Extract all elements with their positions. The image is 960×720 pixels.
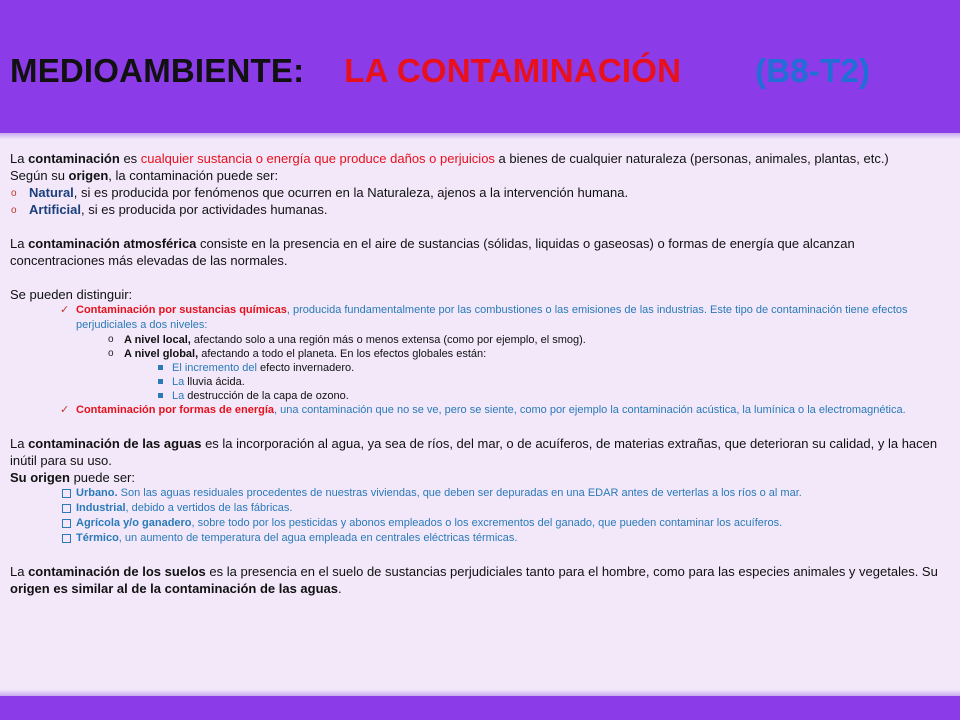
list-item-quimicas: ✓ Contaminación por sustancias químicas, producida fundamentalmente por las combustiones o las emisiones de las industrias. Este tipo de contaminación tiene efectos perjudiciales a dos niveles:: [60, 304, 908, 331]
list-item-agricola: Agrícola y/o ganadero, sobre todo por los pesticidas y abonos empleados o los excrementos del ganado, que pueden contaminar los acuíferos.: [10, 516, 945, 531]
footer-bar: [0, 696, 960, 720]
origin-paragraph: Según su origen, la contaminación puede ser:: [10, 168, 279, 183]
square-bullet-icon: [158, 365, 163, 370]
title-part-code: (B8-T2): [755, 52, 871, 89]
list-item-lluvia: La lluvia ácida.: [10, 375, 945, 389]
list-item-artificial: o Artificial, si es producida por actividades humanas.: [10, 201, 945, 218]
intro-paragraph: La contaminación es cualquier sustancia o energía que produce daños o perjuicios a bienes de cualquier naturaleza (personas, animales, plantas, etc.): [10, 151, 889, 166]
suelos-paragraph: La contaminación de los suelos es la presencia en el suelo de sustancias perjudiciales tanto para el hombre, como para las especies animales y vegetales. Su origen es similar al de la contaminación de las aguas.: [10, 564, 938, 596]
list-item-urbano: Urbano. Son las aguas residuales procedentes de nuestras viviendas, que deben ser depuradas en una EDAR antes de verterlas a los ríos o al mar.: [10, 486, 945, 501]
box-bullet-icon: [62, 519, 71, 528]
list-item-industrial: Industrial, debido a vertidos de las fábricas.: [10, 501, 945, 516]
square-bullet-icon: [158, 379, 163, 384]
list-item-invernadero: El incremento del efecto invernadero.: [10, 361, 945, 375]
list-item-energia: ✓ Contaminación por formas de energía, una contaminación que no se ve, pero se siente, como por ejemplo la contaminación acústica, la lumínica o la electromagnética.: [60, 404, 906, 416]
list-item-global: o A nivel global, afectando a todo el planeta. En los efectos globales están:: [108, 348, 487, 360]
box-bullet-icon: [62, 534, 71, 543]
title-part-medioambiente: MEDIOAMBIENTE:: [10, 52, 305, 89]
box-bullet-icon: [62, 504, 71, 513]
box-bullet-icon: [62, 489, 71, 498]
list-item-ozono: La destrucción de la capa de ozono.: [10, 389, 945, 403]
circle-bullet-icon: o: [108, 348, 114, 359]
aguas-origin: Su origen puede ser:: [10, 470, 135, 485]
list-item-termico: Térmico, un aumento de temperatura del agua empleada en centrales eléctricas térmicas.: [10, 531, 945, 546]
page-title: [10, 52, 870, 90]
check-icon: ✓: [60, 304, 70, 316]
list-item-natural: o Natural, si es producida por fenómenos que ocurren en la Naturaleza, ajenos a la intervención humana.: [10, 184, 945, 201]
title-part-contaminacion: LA CONTAMINACIÓN: [344, 52, 682, 89]
circle-bullet-icon: o: [108, 334, 114, 345]
check-icon: ✓: [60, 404, 70, 416]
distinguish-intro: Se pueden distinguir:: [10, 287, 133, 302]
header-divider: [0, 133, 960, 139]
square-bullet-icon: [158, 393, 163, 398]
atmos-paragraph: La contaminación atmosférica consiste en la presencia en el aire de sustancias (sólidas, liquidas o gaseosas) o formas de energía que alcanzan concentraciones más elevadas de las normales.: [10, 236, 855, 268]
slide-body: [10, 150, 945, 597]
title-bar: [0, 0, 960, 133]
aguas-paragraph: La contaminación de las aguas es la incorporación al agua, ya sea de ríos, del mar, o de acuíferos, de materias extrañas, que deterioran su calidad, y la hacen inútil para su uso.: [10, 436, 938, 468]
list-item-local: o A nivel local, afectando solo a una región más o menos extensa (como por ejemplo, el smog).: [108, 334, 586, 346]
